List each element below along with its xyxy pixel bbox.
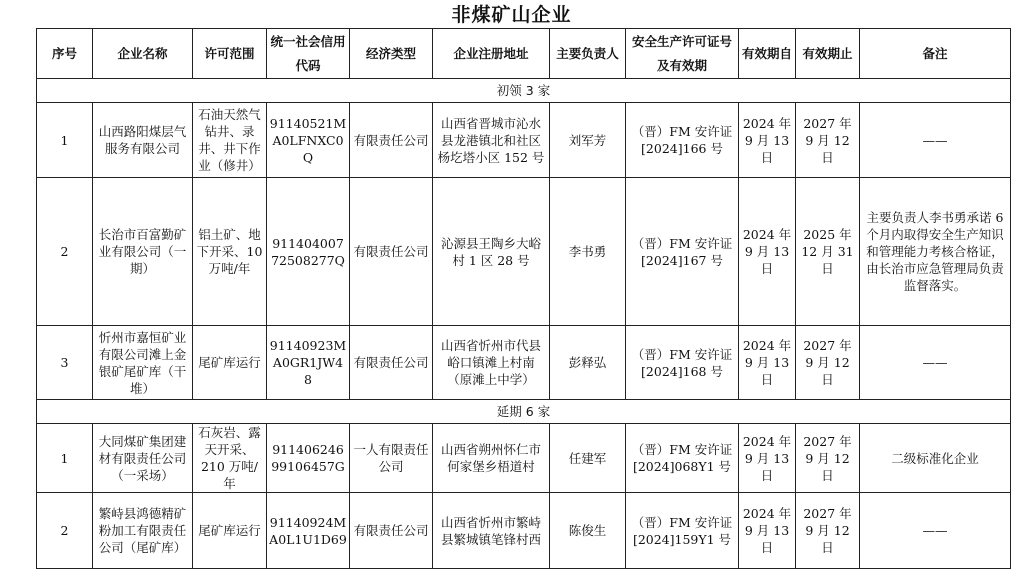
cell-code: 91140923MA0GR1JW48 xyxy=(267,326,350,400)
cell-to: 2027 年 9 月 12 日 xyxy=(796,493,860,569)
header-row xyxy=(37,29,1011,79)
section-row xyxy=(37,79,1011,103)
table-row xyxy=(37,326,1011,400)
cell-scope: 铝土矿、地下开采、10 万吨/年 xyxy=(193,178,267,326)
table-row xyxy=(37,103,1011,178)
header-code: 统一社会信用代码 xyxy=(267,29,350,79)
header-scope: 许可范围 xyxy=(193,29,267,79)
cell-name: 山西路阳煤层气服务有限公司 xyxy=(93,103,193,178)
cell-type: 一人有限责任公司 xyxy=(350,424,433,493)
table-row xyxy=(37,178,1011,326)
section-label: 延期 6 家 xyxy=(37,400,1011,424)
section-label: 初领 3 家 xyxy=(37,79,1011,103)
cell-person: 刘军芳 xyxy=(550,103,626,178)
cell-person: 任建军 xyxy=(550,424,626,493)
header-address: 企业注册地址 xyxy=(433,29,550,79)
cell-from: 2024 年 9 月 13 日 xyxy=(739,326,796,400)
header-person: 主要负责人 xyxy=(550,29,626,79)
cell-note: 主要负责人李书勇承诺 6 个月内取得安全生产知识和管理能力考核合格证，由长治市应急管理局负责监督落实。 xyxy=(860,178,1011,326)
cell-code: 91140924MA0L1U1D69 xyxy=(267,493,350,569)
cell-note: —— xyxy=(860,326,1011,400)
header-note: 备注 xyxy=(860,29,1011,79)
cell-code: 91140521MA0LFNXC0Q xyxy=(267,103,350,178)
cell-address: 山西省朔州怀仁市何家堡乡梧道村 xyxy=(433,424,550,493)
cell-name: 忻州市嘉恒矿业有限公司滩上金银矿尾矿库（干堆） xyxy=(93,326,193,400)
cell-type: 有限责任公司 xyxy=(350,103,433,178)
cell-from: 2024 年 9 月 13 日 xyxy=(739,424,796,493)
table-row xyxy=(37,424,1011,493)
cell-scope: 尾矿库运行 xyxy=(193,326,267,400)
cell-from: 2024 年 9 月 13 日 xyxy=(739,178,796,326)
cell-name: 长治市百富勤矿业有限公司（一期） xyxy=(93,178,193,326)
header-license: 安全生产许可证号及有效期 xyxy=(626,29,739,79)
cell-no: 1 xyxy=(37,424,93,493)
header-to: 有效期止 xyxy=(796,29,860,79)
cell-name: 繁峙县鸿德精矿粉加工有限责任公司（尾矿库） xyxy=(93,493,193,569)
cell-from: 2024 年 9 月 13 日 xyxy=(739,493,796,569)
header-no: 序号 xyxy=(37,29,93,79)
cell-no: 2 xyxy=(37,178,93,326)
cell-to: 2027 年 9 月 12 日 xyxy=(796,103,860,178)
cell-code: 91140624699106457G xyxy=(267,424,350,493)
cell-license: （晋）FM 安许证[2024]068Y1 号 xyxy=(626,424,739,493)
cell-type: 有限责任公司 xyxy=(350,493,433,569)
cell-type: 有限责任公司 xyxy=(350,178,433,326)
cell-license: （晋）FM 安许证[2024]166 号 xyxy=(626,103,739,178)
cell-license: （晋）FM 安许证[2024]159Y1 号 xyxy=(626,493,739,569)
cell-scope: 尾矿库运行 xyxy=(193,493,267,569)
cell-to: 2025 年 12 月 31 日 xyxy=(796,178,860,326)
cell-address: 山西省晋城市沁水县龙港镇北和社区杨圪塔小区 152 号 xyxy=(433,103,550,178)
cell-to: 2027 年 9 月 12 日 xyxy=(796,424,860,493)
cell-type: 有限责任公司 xyxy=(350,326,433,400)
table-row xyxy=(37,493,1011,569)
cell-person: 陈俊生 xyxy=(550,493,626,569)
cell-license: （晋）FM 安许证[2024]167 号 xyxy=(626,178,739,326)
header-from: 有效期自 xyxy=(739,29,796,79)
page-title: 非煤矿山企业 xyxy=(451,4,572,26)
cell-no: 2 xyxy=(37,493,93,569)
header-type: 经济类型 xyxy=(350,29,433,79)
cell-no: 1 xyxy=(37,103,93,178)
cell-note: 二级标准化企业 xyxy=(860,424,1011,493)
cell-name: 大同煤矿集团建材有限责任公司（一采场） xyxy=(93,424,193,493)
cell-person: 李书勇 xyxy=(550,178,626,326)
cell-scope: 石灰岩、露天开采、210 万吨/年 xyxy=(193,424,267,493)
cell-note: —— xyxy=(860,103,1011,178)
cell-person: 彭释弘 xyxy=(550,326,626,400)
cell-license: （晋）FM 安许证[2024]168 号 xyxy=(626,326,739,400)
cell-address: 山西省忻州市繁峙县繁城镇笔锋村西 xyxy=(433,493,550,569)
cell-note: —— xyxy=(860,493,1011,569)
enterprise-table xyxy=(36,28,1011,569)
cell-address: 沁源县王陶乡大峪村 1 区 28 号 xyxy=(433,178,550,326)
cell-address: 山西省忻州市代县峪口镇滩上村南（原滩上中学） xyxy=(433,326,550,400)
header-name: 企业名称 xyxy=(93,29,193,79)
cell-to: 2027 年 9 月 12 日 xyxy=(796,326,860,400)
cell-code: 91140400772508277Q xyxy=(267,178,350,326)
cell-no: 3 xyxy=(37,326,93,400)
section-row xyxy=(37,400,1011,424)
cell-scope: 石油天然气钻井、录井、井下作业（修井） xyxy=(193,103,267,178)
cell-from: 2024 年 9 月 13 日 xyxy=(739,103,796,178)
